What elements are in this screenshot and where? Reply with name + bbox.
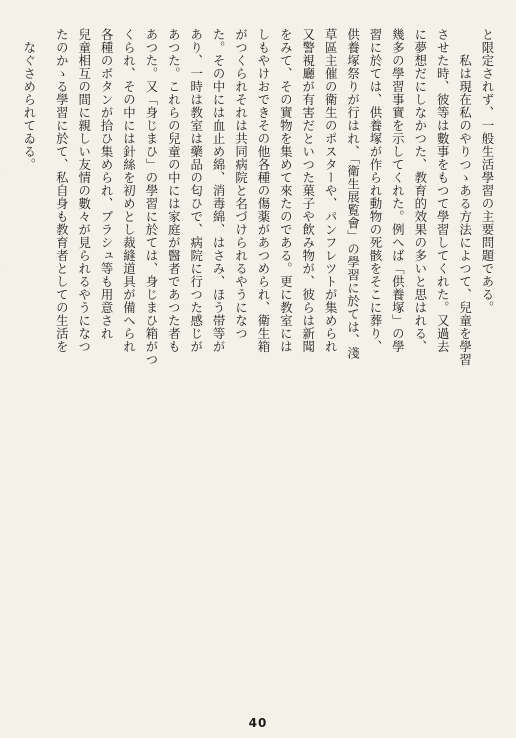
text-line: 幾多の學習事實を示してくれた。例へば「供養塚」の學 [390, 28, 406, 353]
section-heading [0, 28, 3, 696]
text-line: に夢想だにしなかつた、教育的效果の多いと思はれる、 [412, 28, 428, 353]
text-line: あり、一時は教室は藥品の匂ひで、病院に行つた感じが [188, 28, 204, 353]
text-line: たのかゝる學習に於て、私自身も教育者としての生活を [54, 28, 70, 353]
page-number: 40 [248, 716, 268, 730]
text-line: 草區主催の衛生のポスターや、パンフレツトが集められ [323, 28, 339, 353]
text-line: くられ、その中には針絲を初めとし裁縫道具が備へられ [121, 28, 137, 353]
text-line: 又警視廳が有害だといつた菓子や飲み物が、彼らは新聞 [300, 28, 316, 353]
text-line: あつた。これらの兒童の中には家庭が醫者であつた者も [166, 28, 182, 353]
vertical-text-body [22, 28, 498, 696]
text-line: なぐさめられてゐる。 [21, 41, 37, 171]
text-line: と限定されず、一般生活學習の主要問題である。 [480, 28, 495, 314]
text-line: 習に於ては、供養塚が作られ動物の死骸をそこに葬り、 [367, 28, 383, 353]
text-line: 私は現在私のやりつゝある方法によつて、兒童を學習 [457, 41, 473, 366]
text-line: た。その中には血止め綿、消毒綿、はさみ、ほう帯等が [211, 28, 227, 353]
text-line: をみて、その實物を集めて來たのである。更に教室には [278, 28, 294, 353]
text-line: 兒童相互の間に親しい友情の數々が見られるやうになつ [76, 28, 92, 353]
text-line: あつた。又「身じまひ」の學習に於ては、身じまひ箱がつ [143, 28, 159, 366]
text-line: がつくられそれは共同病院と名づけられるやうになつ [233, 28, 249, 340]
text-line: 各種のボタンが拾ひ集められ、ブラシュ等も用意され [99, 28, 115, 340]
text-line: させた時、彼等は數事をもつて學習してくれた。又過去 [435, 28, 451, 353]
text-line: 供養塚祭りが行はれ、「衛生展覧會」の學習に於ては、淺 [345, 28, 361, 360]
text-line: しもやけおできその他各種の傷薬があつめられ、衛生箱 [255, 28, 271, 353]
